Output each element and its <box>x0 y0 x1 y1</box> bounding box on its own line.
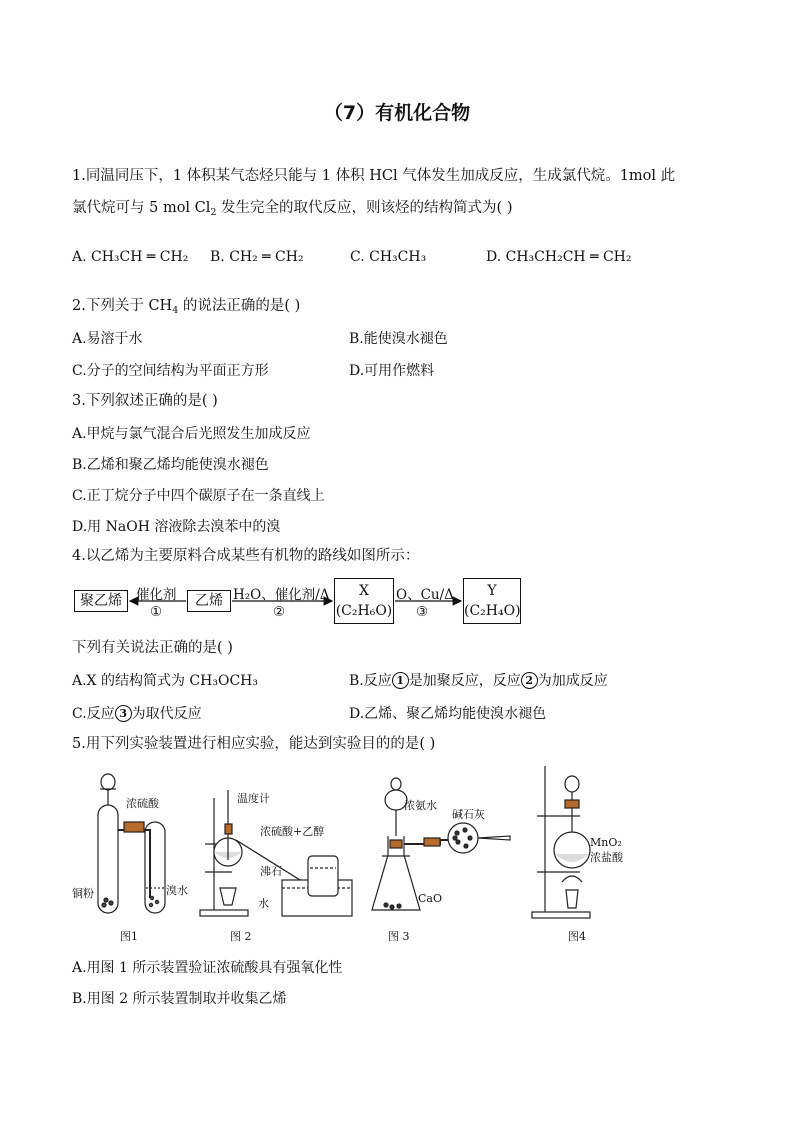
fig2-boiling-chips-label: 沸石 <box>260 865 282 878</box>
fig2-reagents-label: 浓硫酸+乙醇 <box>260 825 325 838</box>
fig1-caption: 图1 <box>120 930 138 943</box>
arrow3-bottom-label: ③ <box>416 604 429 620</box>
q3-option-b[interactable]: B.乙烯和聚乙烯均能使溴水褪色 <box>72 457 269 473</box>
fig3-caption: 图 3 <box>388 930 410 943</box>
q1-stem-text-b: 发生完全的取代反应，则该烃的结构简式为( ) <box>216 200 513 216</box>
q5-option-b[interactable]: B.用图 2 所示装置制取并收集乙烯 <box>72 991 287 1007</box>
q2-option-d[interactable]: D.可用作燃料 <box>349 363 435 379</box>
q4-option-b-text-c: 为加成反应 <box>537 673 608 689</box>
scheme-y-formula: (C₂H₄O) <box>464 603 521 619</box>
fig4-caption: 图4 <box>568 930 586 943</box>
scheme-y-label: Y <box>487 583 497 599</box>
scheme-box-ethylene: 乙烯 <box>187 590 231 612</box>
q1-stem-text-a: 氯代烷可与 5 mol Cl <box>72 200 211 216</box>
q2-option-a[interactable]: A.易溶于水 <box>72 331 143 347</box>
fig1-conc-h2so4-label: 浓硫酸 <box>126 797 159 810</box>
fig3-ammonia-label: 浓氨水 <box>404 799 437 812</box>
circled-number-1: 1 <box>392 672 409 689</box>
circled-number-2: 2 <box>521 672 538 689</box>
arrow2-bottom-label: ② <box>273 604 286 620</box>
arrow1-top-label: 催化剂 <box>136 587 177 603</box>
figure-4-apparatus <box>532 766 590 918</box>
q1-stem-subscript: 2 <box>210 207 217 218</box>
q1-option-c[interactable]: C. CH₃CH₃ <box>350 249 427 265</box>
q4-option-c-text-a: C.反应 <box>72 706 115 722</box>
q2-option-b[interactable]: B.能使溴水褪色 <box>349 331 448 347</box>
q2-stem-text-b: 的说法正确的是( ) <box>178 298 301 314</box>
fig3-cao-label: CaO <box>418 892 442 905</box>
q2-option-c[interactable]: C.分子的空间结构为平面正方形 <box>72 363 269 379</box>
q2-stem-subscript: 4 <box>172 305 179 316</box>
q3-option-a[interactable]: A.甲烷与氯气混合后光照发生加成反应 <box>72 426 311 442</box>
q2-stem <box>72 296 300 316</box>
q4-option-b[interactable] <box>349 670 608 690</box>
scheme-x-label: X <box>359 583 369 599</box>
fig3-soda-lime-label: 碱石灰 <box>452 808 485 821</box>
q4-option-c-text-b: 为取代反应 <box>131 706 202 722</box>
apparatus-figures <box>0 760 794 950</box>
q1-stem-line1: 1.同温同压下，1 体积某气态烃只能与 1 体积 HCl 气体发生加成反应，生成氯代烷。1mol 此 <box>72 168 676 184</box>
q4-option-a[interactable]: A.X 的结构简式为 CH₃OCH₃ <box>72 673 258 689</box>
scheme-x-formula: (C₂H₆O) <box>335 603 393 619</box>
q1-option-b[interactable]: B. CH₂ ═ CH₂ <box>210 249 304 265</box>
q5-stem: 5.用下列实验装置进行相应实验，能达到实验目的的是( ) <box>72 736 436 752</box>
q3-option-d[interactable]: D.用 NaOH 溶液除去溴苯中的溴 <box>72 519 281 535</box>
fig1-copper-label: 铜粉 <box>72 887 94 900</box>
q4-option-b-text-b: 是加聚反应，反应 <box>408 673 521 689</box>
q4-stem: 4.以乙烯为主要原料合成某些有机物的路线如图所示： <box>72 548 420 564</box>
arrow1-bottom-label: ① <box>150 604 163 620</box>
fig1-bromine-water-label: 溴水 <box>166 884 188 897</box>
q2-stem-text-a: 2.下列关于 CH <box>72 298 173 314</box>
scheme-box-polyethylene: 聚乙烯 <box>74 590 128 612</box>
q5-option-a[interactable]: A.用图 1 所示装置验证浓硫酸具有强氧化性 <box>72 960 343 976</box>
q4-option-d[interactable]: D.乙烯、聚乙烯均能使溴水褪色 <box>349 706 547 722</box>
q1-stem-line2 <box>72 198 512 218</box>
arrow3-top-label: O、Cu/Δ <box>396 587 454 603</box>
q4-option-c[interactable] <box>72 703 202 723</box>
fig2-thermometer-label: 温度计 <box>237 792 270 805</box>
q4-sub-stem: 下列有关说法正确的是( ) <box>72 640 233 656</box>
figure-2-apparatus <box>200 790 352 916</box>
q1-option-d[interactable]: D. CH₃CH₂CH ═ CH₂ <box>486 249 632 265</box>
arrow2-top-label: H₂O、催化剂/Δ <box>233 587 330 603</box>
fig4-hcl-label: 浓盐酸 <box>590 851 623 864</box>
page-title: （7）有机化合物 <box>323 102 471 124</box>
fig4-mno2-label: MnO₂ <box>590 836 622 849</box>
q1-option-a[interactable]: A. CH₃CH ═ CH₂ <box>72 249 189 265</box>
fig2-caption: 图 2 <box>230 930 252 943</box>
figure-3-apparatus <box>372 778 510 910</box>
q4-option-b-text-a: B.反应 <box>349 673 392 689</box>
fig2-water-label: 水 <box>258 897 269 910</box>
q3-option-c[interactable]: C.正丁烷分子中四个碳原子在一条直线上 <box>72 488 325 504</box>
q3-stem: 3.下列叙述正确的是( ) <box>72 393 218 409</box>
circled-number-3: 3 <box>115 705 132 722</box>
